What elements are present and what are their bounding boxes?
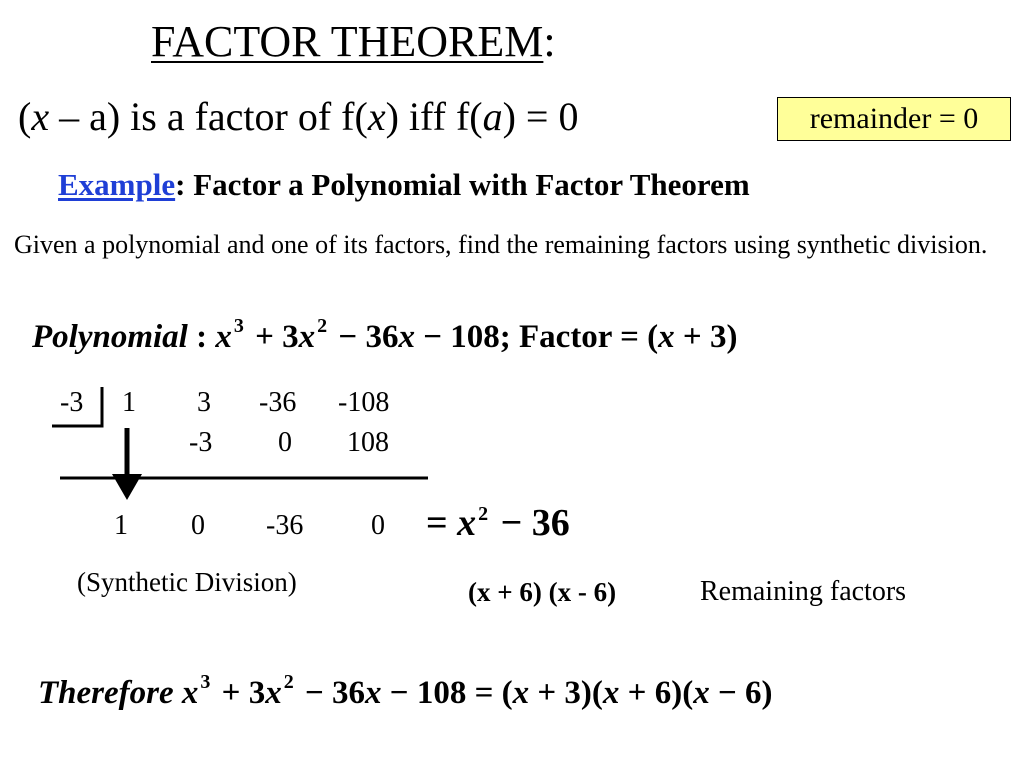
title-colon: : (543, 17, 556, 66)
synthetic-row2-cell: 0 (278, 427, 292, 458)
synthetic-row2-cell: -3 (189, 427, 213, 458)
math-exponent: 3 (200, 671, 211, 693)
drop-arrow-head (112, 474, 142, 500)
remainder-note-box: remainder = 0 (777, 97, 1011, 141)
math-text: + 3) (674, 319, 738, 355)
theorem-part: – a) is a factor of f( (49, 94, 368, 139)
math-text: − 108; Factor = ( (414, 319, 659, 355)
math-text: + 3)( (529, 675, 603, 711)
math-var: x (298, 319, 316, 355)
divisor-bracket (52, 387, 102, 426)
math-text: + 3 (246, 319, 299, 355)
math-var: x (658, 319, 675, 355)
math-text: − 6) (709, 675, 773, 711)
theorem-var-a: a (482, 94, 503, 139)
math-var: x (365, 675, 382, 711)
math-exponent: 2 (478, 503, 489, 525)
math-text: + 6)( (619, 675, 694, 711)
math-text: − 36 (491, 502, 570, 544)
math-var: x (512, 675, 530, 711)
synthetic-division-caption: (Synthetic Division) (77, 567, 297, 597)
math-exponent: 2 (317, 315, 328, 337)
math-var: x (215, 319, 232, 355)
synthetic-row3-cell: 0 (191, 510, 205, 541)
math-exponent: 3 (233, 315, 244, 337)
polynomial-label: Polynomial (32, 319, 188, 355)
math-text: + 3 (213, 675, 266, 711)
theorem-part: ) = 0 (502, 94, 579, 139)
synthetic-divisor: -3 (60, 387, 84, 418)
theorem-part: ) iff f( (385, 94, 483, 139)
title-text: FACTOR THEOREM (151, 17, 544, 66)
synthetic-row1-cell: 1 (122, 387, 136, 418)
therefore-line (38, 668, 773, 722)
synthetic-row3-cell: -36 (266, 510, 304, 541)
synthetic-row2-cell: 108 (347, 427, 389, 458)
theorem-var-x: x (31, 94, 50, 139)
synthetic-row1-cell: -108 (338, 387, 390, 418)
math-text: − 36 (330, 319, 399, 355)
math-exponent: 2 (283, 671, 294, 693)
synthetic-row1-cell: -36 (259, 387, 297, 418)
math-var: x (181, 675, 199, 711)
math-text: = (426, 502, 458, 544)
description-text: Given a polynomial and one of its factors, find the remaining factors using synthetic division. (14, 230, 988, 259)
math-var: x (693, 675, 710, 711)
factored-quotient: (x + 6) (x - 6) (468, 577, 617, 607)
quotient-result (426, 498, 570, 554)
theorem-var-x: x (367, 94, 386, 139)
math-text: − 108 = ( (381, 675, 513, 711)
math-var: x (602, 675, 620, 711)
math-text: : (187, 319, 216, 355)
synthetic-row1-cell: 3 (197, 387, 211, 418)
therefore-label: Therefore (38, 675, 174, 711)
example-heading-text: : Factor a Polynomial with Factor Theorem (175, 167, 750, 202)
math-var: x (265, 675, 282, 711)
synthetic-row3-cell: 1 (114, 510, 128, 541)
theorem-part: ( (18, 94, 32, 139)
example-link[interactable]: Example (58, 167, 176, 202)
math-var: x (398, 319, 415, 355)
math-text: − 36 (296, 675, 366, 711)
remaining-factors-label: Remaining factors (700, 576, 907, 607)
synthetic-row3-cell: 0 (371, 510, 385, 541)
math-var: x (457, 502, 477, 544)
